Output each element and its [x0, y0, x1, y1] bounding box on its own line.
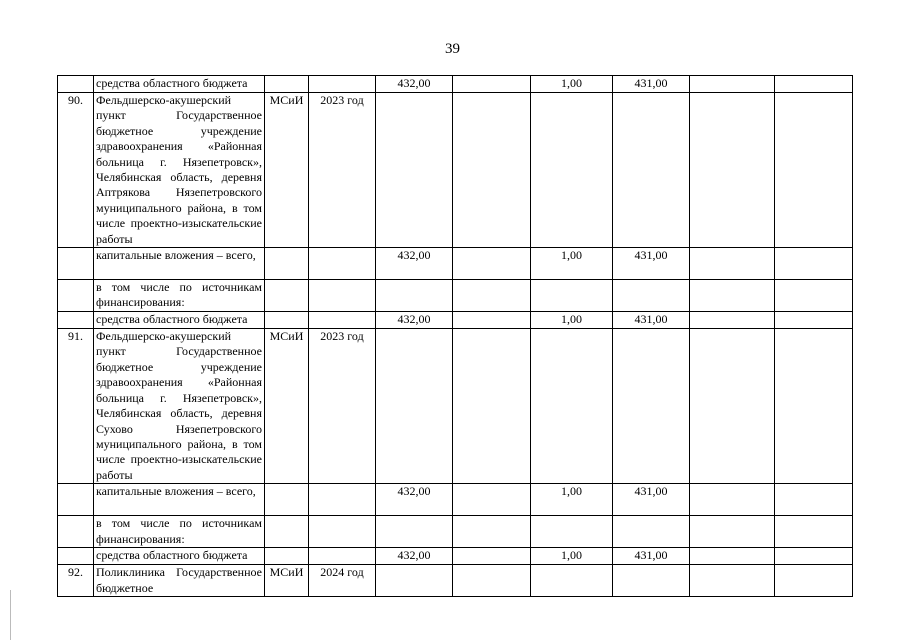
- amount-col-2: [453, 329, 531, 484]
- item-name: Фельдшерско-акушерский пункт Государственное бюджетное учреждение здравоохранения «Районная больница г. Нязепетровск», Челябинская область, деревня Аптрякова Нязепетровского муниципального района, в том числе проектно-изыскательские работы: [94, 93, 265, 248]
- amount-col-3: [531, 280, 613, 312]
- item-name: средства областного бюджета: [94, 548, 265, 565]
- amount-col-1: [376, 280, 453, 312]
- item-name: Поликлиника Государственное бюджетное: [94, 565, 265, 597]
- responsible-org: [265, 516, 309, 548]
- year-cell: [309, 280, 376, 312]
- amount-col-6: [775, 280, 853, 312]
- table-row: [58, 312, 853, 329]
- year-cell: [309, 484, 376, 516]
- table-row: [58, 329, 853, 484]
- row-number: [58, 312, 94, 329]
- table-row: [58, 565, 853, 597]
- responsible-org: МСиИ: [265, 565, 309, 597]
- table-row: [58, 548, 853, 565]
- amount-col-1: [376, 565, 453, 597]
- amount-col-6: [775, 484, 853, 516]
- row-number: 90.: [58, 93, 94, 248]
- amount-col-5: [690, 312, 775, 329]
- year-cell: 2024 год: [309, 565, 376, 597]
- amount-col-1: [376, 516, 453, 548]
- item-name: средства областного бюджета: [94, 312, 265, 329]
- table-row: [58, 93, 853, 248]
- amount-col-1: 432,00: [376, 76, 453, 93]
- amount-col-3: [531, 329, 613, 484]
- amount-col-6: [775, 548, 853, 565]
- item-name: Фельдшерско-акушерский пункт Государственное бюджетное учреждение здравоохранения «Районная больница г. Нязепетровск», Челябинская область, деревня Сухово Нязепетровского муниципального района, в том числе проектно-изыскательские работы: [94, 329, 265, 484]
- year-cell: 2023 год: [309, 329, 376, 484]
- amount-col-4: 431,00: [613, 76, 690, 93]
- table-row: [58, 280, 853, 312]
- amount-col-3: 1,00: [531, 248, 613, 280]
- year-cell: 2023 год: [309, 93, 376, 248]
- amount-col-1: 432,00: [376, 248, 453, 280]
- amount-col-6: [775, 93, 853, 248]
- responsible-org: МСиИ: [265, 329, 309, 484]
- row-number: [58, 516, 94, 548]
- row-number: [58, 76, 94, 93]
- amount-col-5: [690, 565, 775, 597]
- amount-col-2: [453, 76, 531, 93]
- row-number: [58, 280, 94, 312]
- year-cell: [309, 312, 376, 329]
- amount-col-5: [690, 484, 775, 516]
- amount-col-6: [775, 248, 853, 280]
- amount-col-6: [775, 329, 853, 484]
- row-number: 92.: [58, 565, 94, 597]
- row-number: [58, 484, 94, 516]
- amount-col-4: 431,00: [613, 248, 690, 280]
- amount-col-5: [690, 548, 775, 565]
- amount-col-5: [690, 329, 775, 484]
- item-name: в том числе по источникам финансирования:: [94, 280, 265, 312]
- year-cell: [309, 516, 376, 548]
- amount-col-6: [775, 76, 853, 93]
- amount-col-4: 431,00: [613, 484, 690, 516]
- responsible-org: [265, 548, 309, 565]
- amount-col-1: 432,00: [376, 312, 453, 329]
- amount-col-5: [690, 93, 775, 248]
- amount-col-3: 1,00: [531, 312, 613, 329]
- year-cell: [309, 248, 376, 280]
- year-cell: [309, 76, 376, 93]
- year-cell: [309, 548, 376, 565]
- amount-col-1: [376, 329, 453, 484]
- amount-col-5: [690, 280, 775, 312]
- amount-col-3: 1,00: [531, 548, 613, 565]
- responsible-org: [265, 484, 309, 516]
- amount-col-1: 432,00: [376, 484, 453, 516]
- page-number: 39: [445, 41, 460, 57]
- amount-col-5: [690, 248, 775, 280]
- scan-edge-line: [10, 590, 11, 640]
- item-name: капитальные вложения – всего,: [94, 248, 265, 280]
- amount-col-4: [613, 93, 690, 248]
- row-number: [58, 548, 94, 565]
- amount-col-2: [453, 93, 531, 248]
- responsible-org: [265, 76, 309, 93]
- amount-col-3: 1,00: [531, 76, 613, 93]
- amount-col-6: [775, 516, 853, 548]
- amount-col-4: 431,00: [613, 312, 690, 329]
- item-name: в том числе по источникам финансирования:: [94, 516, 265, 548]
- budget-table: [57, 75, 853, 597]
- item-name: средства областного бюджета: [94, 76, 265, 93]
- amount-col-4: 431,00: [613, 548, 690, 565]
- amount-col-5: [690, 516, 775, 548]
- amount-col-3: [531, 565, 613, 597]
- amount-col-4: [613, 516, 690, 548]
- amount-col-2: [453, 248, 531, 280]
- amount-col-3: [531, 516, 613, 548]
- amount-col-4: [613, 565, 690, 597]
- amount-col-6: [775, 565, 853, 597]
- amount-col-2: [453, 280, 531, 312]
- amount-col-5: [690, 76, 775, 93]
- amount-col-2: [453, 548, 531, 565]
- responsible-org: [265, 248, 309, 280]
- row-number: [58, 248, 94, 280]
- responsible-org: МСиИ: [265, 93, 309, 248]
- amount-col-1: [376, 93, 453, 248]
- amount-col-4: [613, 329, 690, 484]
- responsible-org: [265, 312, 309, 329]
- amount-col-2: [453, 312, 531, 329]
- table-row: [58, 76, 853, 93]
- amount-col-2: [453, 565, 531, 597]
- table-row: [58, 248, 853, 280]
- item-name: капитальные вложения – всего,: [94, 484, 265, 516]
- amount-col-3: 1,00: [531, 484, 613, 516]
- responsible-org: [265, 280, 309, 312]
- amount-col-2: [453, 484, 531, 516]
- amount-col-3: [531, 93, 613, 248]
- amount-col-6: [775, 312, 853, 329]
- table-row: [58, 516, 853, 548]
- amount-col-2: [453, 516, 531, 548]
- table-row: [58, 484, 853, 516]
- row-number: 91.: [58, 329, 94, 484]
- amount-col-1: 432,00: [376, 548, 453, 565]
- amount-col-4: [613, 280, 690, 312]
